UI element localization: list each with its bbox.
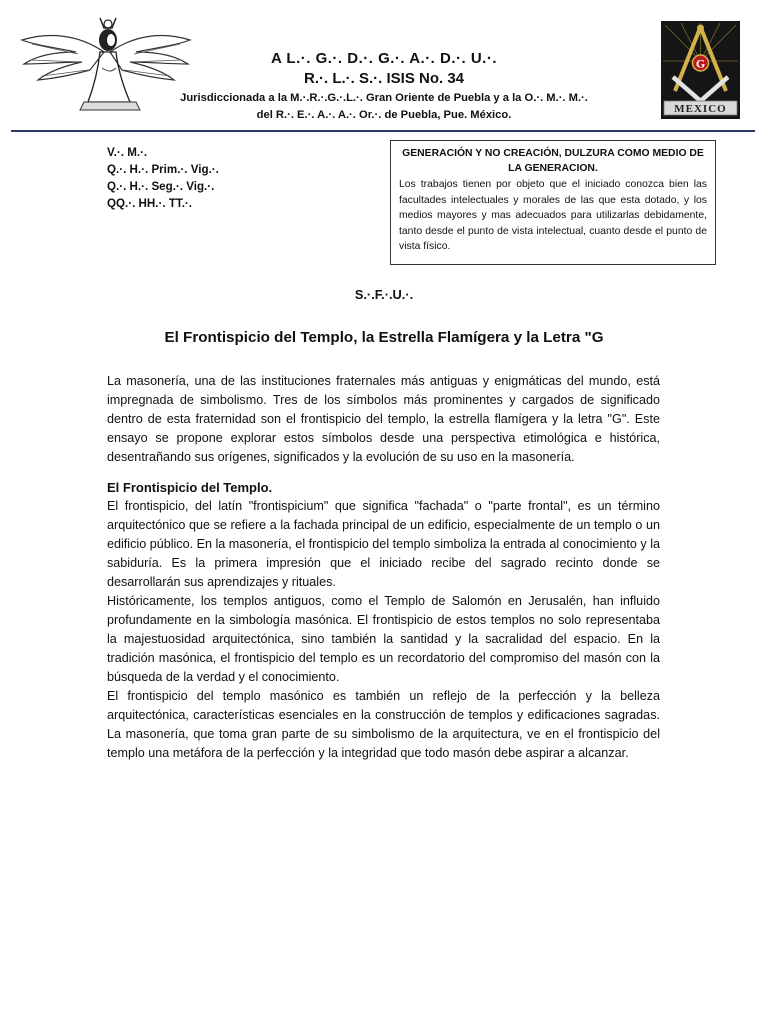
intro-paragraph: La masonería, una de las instituciones fraternales más antiguas y enigmáticas del mundo, está impregnada de simbolismo. Tres de los símbolos más prominentes y cargados de significado dentro de esta fraternidad son el frontispicio del templo, la estrella flamígera y la letra "G". Este ensayo se propone explorar estos símbolos desde una perspectiva etimológica e histórica, desentrañando sus orígenes, significados y la evolución de su uso en la masonería. — [107, 374, 660, 464]
section-heading: El Frontispicio del Templo. — [107, 480, 273, 495]
invocation-line: A L.·. G.·. D.·. G.·. A.·. D.·. U.·. — [270, 50, 498, 67]
rite-line: del R.·. E.·. A.·. A.·. Or.·. de Puebla, Pue. México. — [256, 109, 512, 121]
mexico-label: MEXICO — [674, 103, 727, 115]
jurisdiction-line: Jurisdiccionada a la M.·.R.·.G.·.L.·. Gran Oriente de Puebla y a la O.·. M.·. M.·. — [180, 92, 588, 104]
quote-text: Los trabajos tienen por objeto que el iniciado conozca bien las facultades intelectuales y morales de las que esta dotado, y los medios mayores y mas adecuados para utilizarlas debidamente, tanto desde el punto de vista intelectual, cuanto desde el punto de vista físico. — [399, 179, 707, 253]
essay-body — [107, 372, 660, 763]
square-and-compass-icon — [661, 21, 740, 119]
salutation: S.·.F.·.U.·. — [354, 287, 414, 302]
document-header — [0, 0, 768, 132]
officer-second-warden: Q.·. H.·. Seg.·. Vig.·. — [107, 180, 215, 193]
lodge-name: R.·. L.·. S.·. ISIS No. 34 — [303, 70, 465, 87]
officers-list — [107, 144, 327, 212]
officer-first-warden: Q.·. H.·. Prim.·. Vig.·. — [107, 163, 219, 176]
officer-venerable-master: V.·. M.·. — [107, 146, 148, 159]
letter-g: G — [695, 56, 706, 71]
section-paragraph: Históricamente, los templos antiguos, como el Templo de Salomón en Jerusalén, han influido profundamente en la simbología masónica. El frontispicio de estos templos no solo representaba la majestuosidad arquitectónica, sino también la santidad y la sacralidad del espacio. En la tradición masónica, el frontispicio del templo es un recordatorio del compromiso del masón con la búsqueda de la verdad y el conocimiento. — [107, 594, 660, 684]
section-paragraph: El frontispicio, del latín "frontispicium" que significa "fachada" o "parte frontal", es un término arquitectónico que se refiere a la fachada principal de un edificio, especialmente de un templo o un edificio público. En la masonería, el frontispicio del templo simboliza la entrada al conocimiento y la sabiduría. Es la primera impresión que el iniciado recibe del sagrado recinto donde se desarrollarán sus aprendizajes y rituales. — [107, 499, 661, 589]
quote-title: GENERACIÓN Y NO CREACIÓN, DULZURA COMO MEDIO DE LA GENERACION. — [402, 148, 704, 174]
lodge-heading — [150, 48, 618, 124]
essay-title: El Frontispicio del Templo, la Estrella Flamígera y la Letra "G — [164, 329, 604, 346]
header-divider — [11, 130, 755, 132]
quote-box — [390, 140, 716, 265]
officer-brethren: QQ.·. HH.·. TT.·. — [107, 197, 193, 210]
section-paragraph: El frontispicio del templo masónico es también un reflejo de la perfección y la belleza arquitectónica, características esenciales en la construcción de templos y edificaciones sagradas. La masonería, que toma gran parte de su simbolismo de la arquitectura, ve en el frontispicio del templo una metáfora de la perfección y la integridad que todo masón debe aspirar a alcanzar. — [107, 689, 660, 760]
